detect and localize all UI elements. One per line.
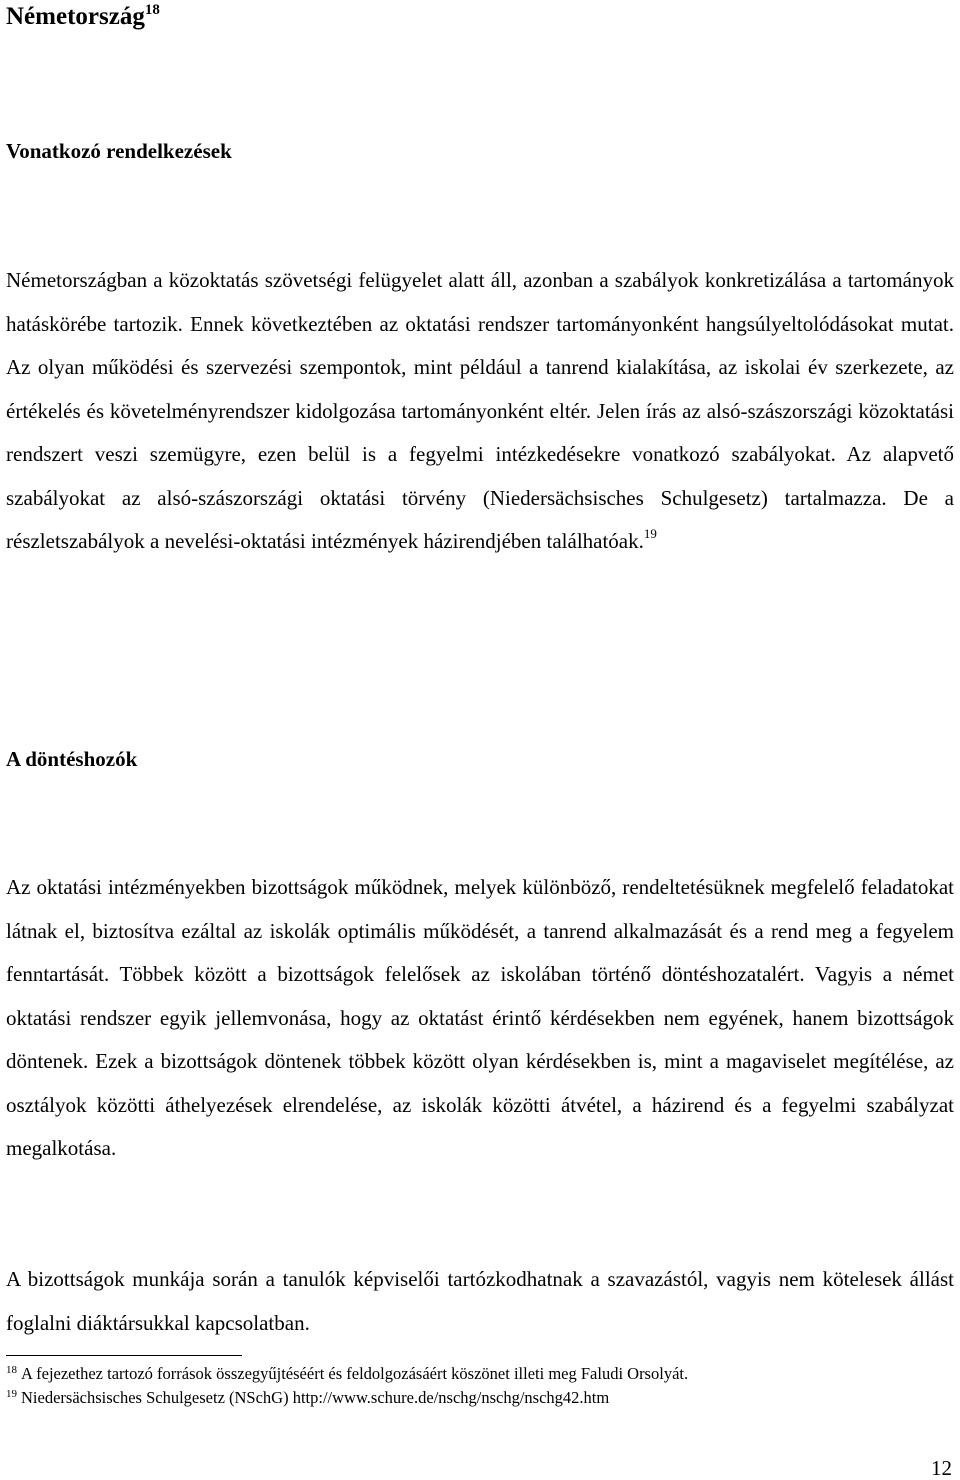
footnote-text: A fejezethez tartozó források összegyűjtéséért és feldolgozásáért köszönet illeti meg Faludi Orsolyát. [21,1364,689,1383]
footnote-19 [6,1386,954,1410]
footnote-number: 19 [6,1388,17,1400]
section-heading-donteshozok: A döntéshozók [6,747,138,771]
page-number: 12 [931,1456,952,1480]
page-title-text: Németország [6,3,145,30]
title-footnote-ref: 18 [144,2,160,18]
page-title [6,0,160,34]
paragraph-committees: Az oktatási intézményekben bizottságok működnek, melyek különböző, rendeltetésüknek megfelelő feladatokat látnak el, biztosítva ezáltal az iskolák optimális működését, a tanrend alkalmazását és a rend meg a fegyelem fenntartását. Többek között a bizottságok felelősek az iskolában történő döntéshozatalért. Vagyis a német oktatási rendszer egyik jellemvonása, hogy az oktatást érintő kérdésekben nem egyének, hanem bizottságok döntenek. Ezek a bizottságok döntenek többek között olyan kérdésekben is, mint a magaviselet megítélése, az osztályok közötti áthelyezések elrendelése, az iskolák közötti átvétel, a házirend és a fegyelmi szabályzat megalkotása. [6,875,954,1160]
section-heading-vonatkozo: Vonatkozó rendelkezések [6,139,232,163]
paragraph-student-representatives: A bizottságok munkája során a tanulók képviselői tartózkodhatnak a szavazástól, vagyis nem kötelesek állást foglalni diáktársukkal kapcsolatban. [6,1267,954,1335]
paragraph-footnote-ref: 19 [643,526,657,541]
footnote-number: 18 [6,1364,17,1376]
footnote-separator [6,1355,242,1356]
footnote-18 [6,1362,954,1386]
paragraph-intro-text: Németországban a közoktatás szövetségi felügyelet alatt áll, azonban a szabályok konkretizálása a tartományok hatáskörébe tartozik. Ennek következtében az oktatási rendszer tartományonként hangsúlyeltolódásokat mutat. Az olyan működési és szervezési szempontok, mint például a tanrend kialakítása, az iskolai év szerkezete, az értékelés és követelményrendszer kidolgozása tartományonként eltér. Jelen írás az alsó-szászországi közoktatási rendszert veszi szemügyre, ezen belül is a fegyelmi intézkedésekre vonatkozó szabályokat. Az alapvető szabályokat az alsó-szászországi oktatási törvény (Niedersächsisches Schulgesetz) tartalmazza. De a részletszabályok a nevelési-oktatási intézmények házirendjében találhatóak. [6,268,954,553]
paragraph-intro [6,259,954,564]
footnote-text: Niedersächsisches Schulgesetz (NSchG) http://www.schure.de/nschg/nschg/nschg42.htm [21,1388,610,1407]
footnotes [6,1362,954,1410]
